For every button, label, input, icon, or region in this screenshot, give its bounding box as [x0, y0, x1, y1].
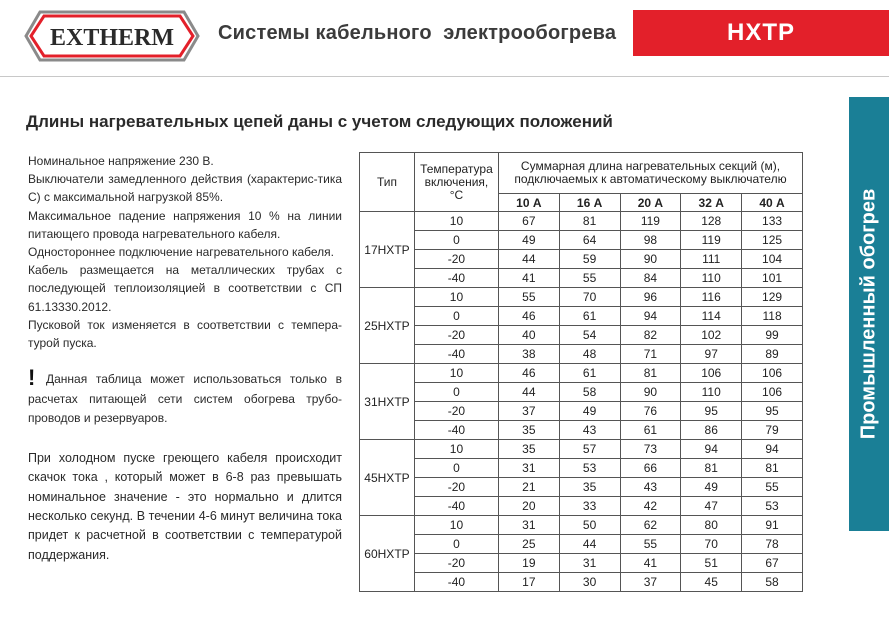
temperature-cell: 0: [414, 459, 498, 478]
product-badge: НХТР: [633, 10, 889, 56]
condition-breakers: Выключатели замедленного действия (характерис-тика С) с максимальной нагрузкой 85%.: [28, 172, 342, 205]
length-cell: 95: [681, 402, 742, 421]
warning-note-text: Данная таблица может использоваться только в расчетах питающей сети систем обогрева трубо-проводов и резервуаров.: [28, 372, 342, 426]
length-cell: 31: [559, 554, 620, 573]
length-cell: 35: [498, 440, 559, 459]
length-cell: 81: [620, 364, 681, 383]
length-cell: 81: [742, 459, 803, 478]
table-row: [360, 364, 803, 383]
col-header-length: Суммарная длина нагревательных секций (м), подключаемых к автоматическому выключателю: [498, 153, 802, 194]
length-cell: 46: [498, 307, 559, 326]
length-cell: 106: [742, 383, 803, 402]
length-cell: 67: [498, 212, 559, 231]
svg-text:EXTHERM: EXTHERM: [49, 25, 175, 51]
length-cell: 35: [498, 421, 559, 440]
temperature-cell: 10: [414, 288, 498, 307]
length-cell: 90: [620, 383, 681, 402]
length-cell: 45: [681, 573, 742, 592]
length-cell: 20: [498, 497, 559, 516]
length-cell: 110: [681, 383, 742, 402]
length-cell: 133: [742, 212, 803, 231]
length-cell: 86: [681, 421, 742, 440]
length-cell: 102: [681, 326, 742, 345]
length-cell: 41: [620, 554, 681, 573]
length-cell: 114: [681, 307, 742, 326]
length-cell: 38: [498, 345, 559, 364]
length-cell: 61: [559, 307, 620, 326]
table-row: [360, 573, 803, 592]
col-header-current: 32 А: [681, 194, 742, 212]
table-row: [360, 383, 803, 402]
length-cell: 55: [498, 288, 559, 307]
temperature-cell: 0: [414, 535, 498, 554]
table-row: [360, 421, 803, 440]
length-cell: 46: [498, 364, 559, 383]
table-row: [360, 535, 803, 554]
warning-note: [28, 365, 342, 429]
length-cell: 82: [620, 326, 681, 345]
length-cell: 44: [559, 535, 620, 554]
temperature-cell: -40: [414, 421, 498, 440]
temperature-cell: -20: [414, 250, 498, 269]
length-cell: 78: [742, 535, 803, 554]
length-cell: 110: [681, 269, 742, 288]
table-row: [360, 440, 803, 459]
condition-voltage-drop: Максимальное падение напряжения 10 % на линии питающего провода нагревательного кабеля.: [28, 208, 342, 241]
length-cell: 50: [559, 516, 620, 535]
length-cell: 44: [498, 250, 559, 269]
length-cell: 94: [620, 307, 681, 326]
length-cell: 111: [681, 250, 742, 269]
temperature-cell: -20: [414, 478, 498, 497]
length-cell: 101: [742, 269, 803, 288]
length-cell: 53: [559, 459, 620, 478]
col-header-current: 40 А: [742, 194, 803, 212]
header-divider: [0, 76, 889, 77]
length-cell: 96: [620, 288, 681, 307]
temperature-cell: -40: [414, 497, 498, 516]
table-row: [360, 288, 803, 307]
temperature-cell: 0: [414, 307, 498, 326]
col-header-temperature: Температура включения, °С: [414, 153, 498, 212]
length-cell: 80: [681, 516, 742, 535]
length-cell: 91: [742, 516, 803, 535]
table-row: [360, 307, 803, 326]
length-cell: 55: [620, 535, 681, 554]
side-category-tab: [849, 97, 889, 531]
col-header-current: 10 А: [498, 194, 559, 212]
length-cell: 89: [742, 345, 803, 364]
length-cell: 79: [742, 421, 803, 440]
cable-type-cell: 31НХТР: [360, 364, 415, 440]
table-row: [360, 345, 803, 364]
length-cell: 37: [498, 402, 559, 421]
length-cell: 31: [498, 459, 559, 478]
temperature-cell: 10: [414, 364, 498, 383]
table-row: [360, 402, 803, 421]
length-cell: 44: [498, 383, 559, 402]
length-cell: 61: [620, 421, 681, 440]
header-title: Системы кабельного электрообогрева: [218, 22, 617, 44]
table-row: [360, 326, 803, 345]
length-cell: 49: [681, 478, 742, 497]
length-cell: 106: [742, 364, 803, 383]
cable-type-cell: 25НХТР: [360, 288, 415, 364]
table-row: [360, 250, 803, 269]
length-cell: 31: [498, 516, 559, 535]
length-cell: 119: [681, 231, 742, 250]
length-cell: 40: [498, 326, 559, 345]
length-cell: 30: [559, 573, 620, 592]
temperature-cell: -40: [414, 345, 498, 364]
temperature-cell: 10: [414, 516, 498, 535]
circuit-length-table: [359, 152, 803, 592]
length-cell: 94: [681, 440, 742, 459]
length-cell: 70: [681, 535, 742, 554]
length-cell: 64: [559, 231, 620, 250]
temperature-cell: -40: [414, 573, 498, 592]
temperature-cell: 0: [414, 231, 498, 250]
length-cell: 129: [742, 288, 803, 307]
length-cell: 49: [559, 402, 620, 421]
length-cell: 97: [681, 345, 742, 364]
length-cell: 37: [620, 573, 681, 592]
length-cell: 70: [559, 288, 620, 307]
length-cell: 125: [742, 231, 803, 250]
length-cell: 94: [742, 440, 803, 459]
length-cell: 81: [681, 459, 742, 478]
temperature-cell: -20: [414, 326, 498, 345]
col-header-type: Тип: [360, 153, 415, 212]
length-cell: 17: [498, 573, 559, 592]
length-cell: 73: [620, 440, 681, 459]
length-cell: 106: [681, 364, 742, 383]
table-row: [360, 516, 803, 535]
condition-placement: Кабель размещается на металлических трубах с последующей теплоизоляцией в соответствии с СП 61.13330.2012.: [28, 263, 342, 314]
length-cell: 119: [620, 212, 681, 231]
length-cell: 66: [620, 459, 681, 478]
length-cell: 53: [742, 497, 803, 516]
length-cell: 25: [498, 535, 559, 554]
temperature-cell: 10: [414, 212, 498, 231]
length-cell: 47: [681, 497, 742, 516]
length-cell: 42: [620, 497, 681, 516]
length-cell: 84: [620, 269, 681, 288]
table-row: [360, 459, 803, 478]
length-cell: 116: [681, 288, 742, 307]
condition-start-current: Пусковой ток изменяется в соответствии с темпера-турой пуска.: [28, 317, 342, 351]
length-cell: 95: [742, 402, 803, 421]
length-cell: 19: [498, 554, 559, 573]
length-cell: 54: [559, 326, 620, 345]
temperature-cell: -20: [414, 402, 498, 421]
col-header-current: 20 А: [620, 194, 681, 212]
section-heading: Длины нагревательных цепей даны с учетом следующих положений: [26, 112, 613, 131]
length-cell: 90: [620, 250, 681, 269]
length-cell: 33: [559, 497, 620, 516]
length-cell: 41: [498, 269, 559, 288]
length-cell: 21: [498, 478, 559, 497]
conditions-text: [28, 152, 342, 565]
length-cell: 61: [559, 364, 620, 383]
cable-type-cell: 17НХТР: [360, 212, 415, 288]
length-cell: 55: [742, 478, 803, 497]
condition-connection: Одностороннее подключение нагревательного кабеля.: [28, 245, 335, 260]
table-row: [360, 269, 803, 288]
extherm-logo: [24, 10, 200, 62]
exclamation-icon: !: [28, 365, 36, 391]
length-cell: 58: [742, 573, 803, 592]
length-cell: 128: [681, 212, 742, 231]
temperature-cell: 10: [414, 440, 498, 459]
length-cell: 51: [681, 554, 742, 573]
length-cell: 118: [742, 307, 803, 326]
table-row: [360, 231, 803, 250]
length-cell: 43: [559, 421, 620, 440]
cold-start-note: При холодном пуске греющего кабеля происходит скачок тока , который может в 6-8 раз превышать номинальное значение - это нормально и длится несколько секунд. В течении 4-6 минут величина тока придет к расчетной в соответствии с температурой поддержания.: [28, 450, 342, 562]
temperature-cell: -40: [414, 269, 498, 288]
condition-voltage: Номинальное напряжение 230 В.: [28, 154, 214, 168]
length-cell: 81: [559, 212, 620, 231]
cable-type-cell: 45НХТР: [360, 440, 415, 516]
length-cell: 57: [559, 440, 620, 459]
temperature-cell: 0: [414, 383, 498, 402]
length-cell: 99: [742, 326, 803, 345]
table-row: [360, 212, 803, 231]
length-cell: 104: [742, 250, 803, 269]
table-row: [360, 478, 803, 497]
col-header-current: 16 А: [559, 194, 620, 212]
length-cell: 58: [559, 383, 620, 402]
length-cell: 35: [559, 478, 620, 497]
length-cell: 76: [620, 402, 681, 421]
cable-type-cell: 60НХТР: [360, 516, 415, 592]
side-tab-label: Промышленный обогрев: [857, 188, 880, 440]
length-cell: 49: [498, 231, 559, 250]
temperature-cell: -20: [414, 554, 498, 573]
length-cell: 62: [620, 516, 681, 535]
length-cell: 59: [559, 250, 620, 269]
length-cell: 67: [742, 554, 803, 573]
length-cell: 43: [620, 478, 681, 497]
length-cell: 98: [620, 231, 681, 250]
table-row: [360, 554, 803, 573]
length-cell: 55: [559, 269, 620, 288]
table-row: [360, 497, 803, 516]
length-cell: 48: [559, 345, 620, 364]
length-cell: 71: [620, 345, 681, 364]
